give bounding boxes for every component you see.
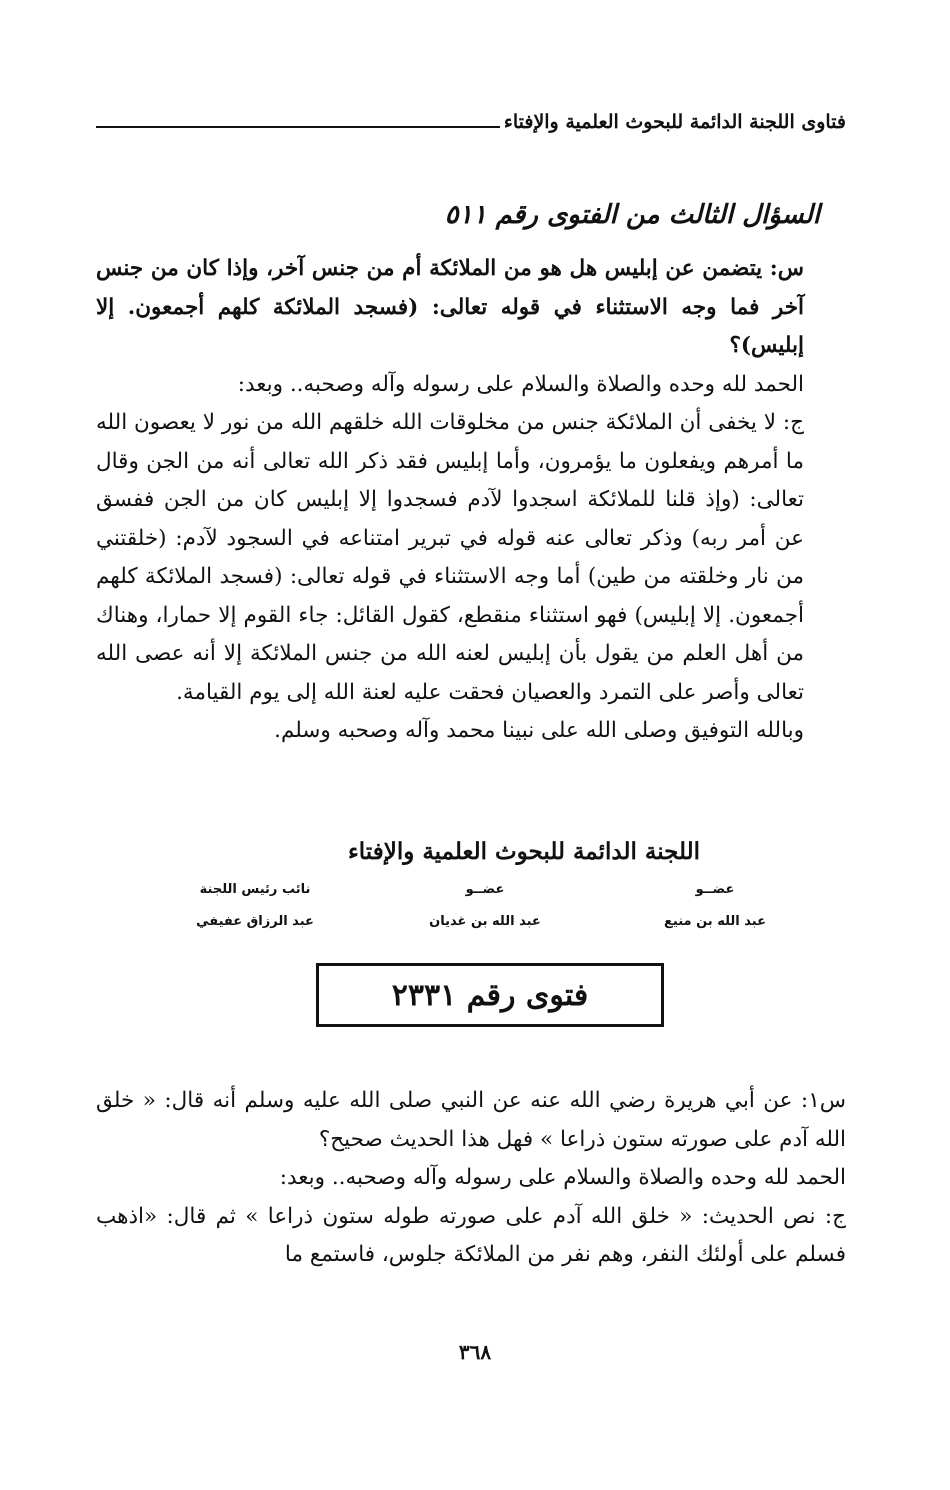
- fatwa-511-body: [96, 250, 846, 751]
- signature-member-1: [635, 880, 795, 932]
- signature-role: نائب رئيس اللجنة: [199, 882, 311, 897]
- header-rule: [96, 126, 500, 128]
- question-text: س: يتضمن عن إبليس هل هو من الملائكة أم من جنس آخر، وإذا كان من جنس آخر فما وجه الاستثناء في قوله تعالى: (فسجد الملائكة كلهم أجمعون. إلا إبليس)؟: [96, 256, 804, 358]
- praise-text: الحمد لله وحده والصلاة والسلام على رسوله وآله وصحبه.. وبعد:: [237, 371, 804, 397]
- answer-text: ج: لا يخفى أن الملائكة جنس من مخلوقات الله خلقهم الله من نور لا يعصون الله ما أمرهم ويفعلون ما يؤمرون، وأما إبليس فقد ذكر الله تعالى أنه من الجن وقال تعالى: (وإذ قلنا للملائكة اسجدوا لآدم فسجدوا إلا إبليس كان من الجن ففسق عن أمر ربه) وذكر تعالى عنه قوله في تبرير امتناعه في السجود لآدم: (خلقتني من نار وخلقته من طين) أما وجه الاستثناء في قوله تعالى: (فسجد الملائكة كلهم أجمعون. إلا إبليس) فهو استثناء منقطع، كقول القائل: جاء القوم إلا حمارا، وهناك من أهل العلم من يقول بأن إبليس لعنه الله من جنس الملائكة إلا أنه عصى الله تعالى وأصر على التمرد والعصيان فحقت عليه لعنة الله إلى يوم القيامة.: [96, 410, 804, 705]
- page-number: ٣٦٨: [458, 1340, 492, 1364]
- signature-vice-chair: [175, 880, 335, 932]
- header-title: فتاوى اللجنة الدائمة للبحوث العلمية والإفتاء: [503, 111, 846, 133]
- signature-role: عضــو: [465, 882, 505, 897]
- running-header: [96, 92, 846, 132]
- answer-text: ج: نص الحديث: « خلق الله آدم على صورته طوله ستون ذراعا » ثم قال: «اذهب فسلم على أولئك النفر، وهم نفر من الملائكة جلوس، فاستمع ما: [96, 1203, 846, 1267]
- closing-text: وبالله التوفيق وصلى الله على نبينا محمد وآله وصحبه وسلم.: [274, 718, 804, 743]
- praise-text: الحمد لله وحده والصلاة والسلام على رسوله وآله وصحبه.. وبعد:: [279, 1165, 846, 1190]
- section-title: السؤال الثالث من الفتوى رقم ٥١١: [444, 200, 820, 230]
- signature-name: عبد الله بن منيع: [664, 914, 766, 929]
- signature-name: عبد الرزاق عفيفي: [196, 914, 314, 929]
- fatwa-number-title: فتوى رقم ٢٣٣١: [391, 977, 589, 1013]
- fatwa-number-box: [316, 963, 664, 1027]
- committee-name: اللجنة الدائمة للبحوث العلمية والإفتاء: [347, 838, 700, 865]
- question-text: س١: عن أبي هريرة رضي الله عنه عن النبي صلى الله عليه وسلم أنه قال: « خلق الله آدم على صورته ستون ذراعا » فهل هذا الحديث صحيح؟: [96, 1088, 846, 1152]
- signature-role: عضــو: [695, 882, 735, 897]
- signature-member-2: [405, 880, 565, 932]
- signature-name: عبد الله بن غديان: [429, 914, 541, 929]
- fatwa-2331-body: [96, 1082, 846, 1275]
- signatures: [180, 880, 775, 940]
